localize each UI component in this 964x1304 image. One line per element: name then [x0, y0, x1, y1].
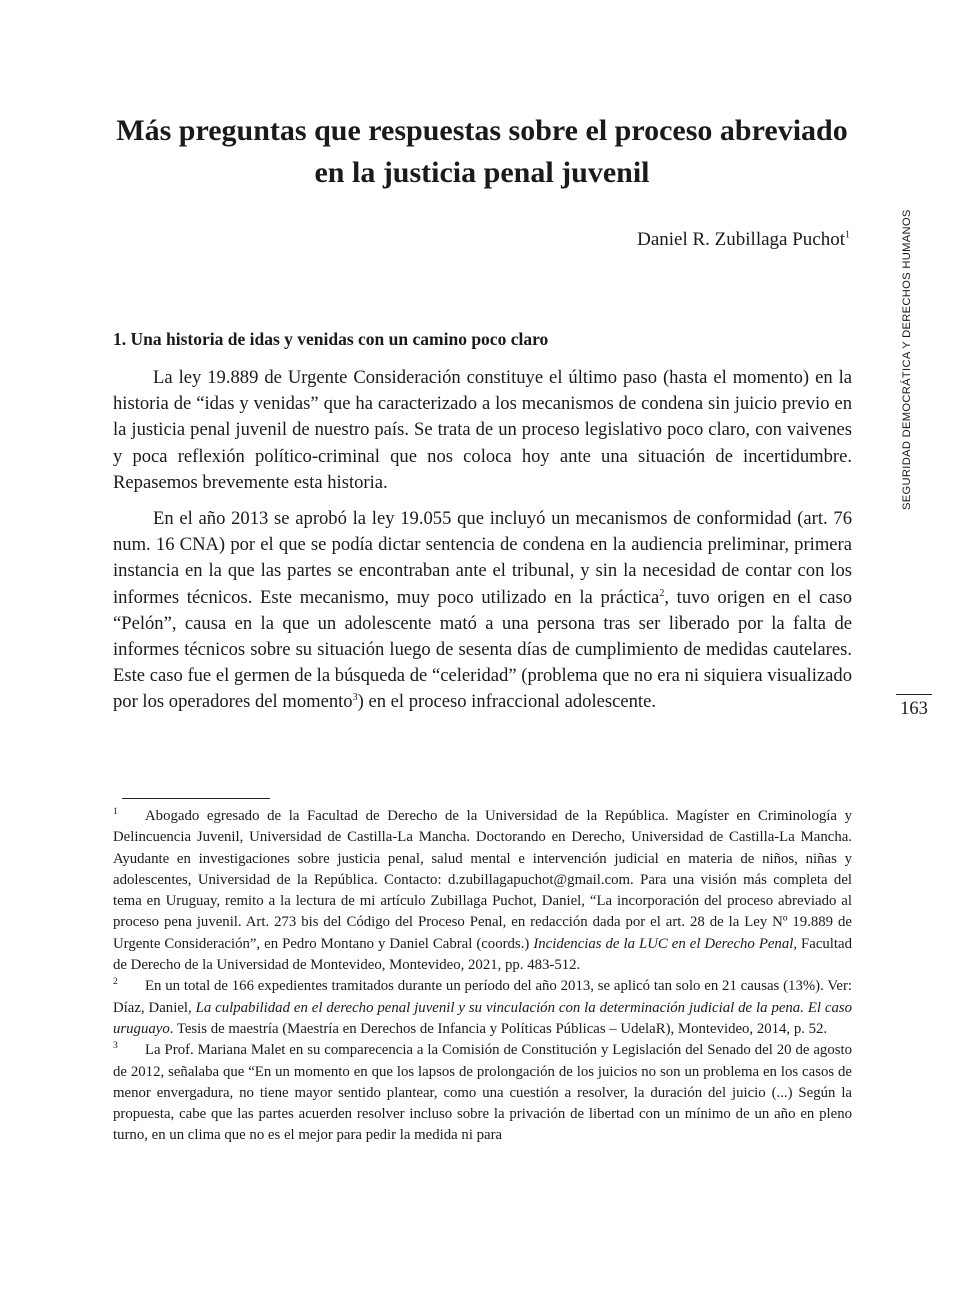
footnotes [113, 806, 852, 1147]
footnote-ref-3[interactable]: 3 [352, 692, 358, 704]
footnote-ref-1[interactable]: 1 [845, 229, 850, 241]
footnote-1-text-b: , Facultad de Derecho de la Universidad de Montevideo, Montevideo, 2021, pp. 483-512. [113, 935, 852, 974]
footnote-3-number: 3 [113, 1041, 118, 1052]
footnote-2-text-b: . Tesis de maestría (Maestría en Derechos de Infancia y Políticas Públicas – UdelaR), Montevideo, 2014, p. 52. [169, 1020, 828, 1037]
footnote-2-italic-title: La culpabilidad en el derecho penal juvenil y su vinculación con la determinación judicial de la pena. El caso uruguayo [113, 999, 853, 1037]
footnote-ref-2[interactable]: 2 [659, 587, 665, 599]
footnote-1-italic-title: Incidencias de la LUC en el Derecho Penal [533, 935, 794, 952]
paragraph-2-part-3: ) en el proceso infraccional adolescente. [357, 691, 656, 713]
footnote-1-text-a: Abogado egresado de la Facultad de Derecho de la Universidad de la República. Magíster en Criminología y Delincuencia Juvenil, Universidad de Castilla-La Mancha. Doctorando en Derecho, Universidad de Castilla-La Mancha. Ayudante en investigaciones sobre justicia penal, salud mental e intervención judicial en materia de niños, niñas y adolescentes, Universidad de la República. Contacto: d.zubillagapuchot@gmail.com. Para una visión más completa del tema en Uruguay, remito a la lectura de mi artículo Zubillaga Puchot, Daniel, “La incorporación del proceso abreviado al proceso pena juvenil. Art. 273 bis del Código del Proceso Penal, en redacción dada por el art. 28 de la Ley Nº 19.889 de Urgente Consideración”, en Pedro Montano y Daniel Cabral (coords.) [113, 808, 852, 952]
paragraph-2-part-2: , tuvo origen en el caso “Pelón”, causa en la que un adolescente mató a una persona tras ser liberado por la falta de informes técnicos sobre su situación luego de sesenta días de cumplimiento de medidas cautelares. Este caso fue el germen de la búsqueda de “celeridad” (problema que no era ni siquiera visualizado por los operadores del momento [113, 586, 852, 713]
main-text [113, 365, 852, 726]
footnote-2-text-a: En un total de 166 expedientes tramitados durante un período del año 2013, se aplicó tan solo en 21 causas (13%). Ver: Díaz, Daniel, [113, 978, 852, 1016]
page-number: 163 [896, 694, 932, 720]
footnote-3-text: La Prof. Mariana Malet en su comparecencia a la Comisión de Constitución y Legislación del Senado del 20 de agosto de 2012, señalaba que “En un momento en que los lapsos de prolongación de los juicios no son un problema en los casos de menor envergadura, no tiene mayor sentido plantear, como una cuestión a resolver, la duración del juicio (...) Según la propuesta, cabe que las partes acuerden resolver incluso sobre la privación de libertad con un mínimo de un año en pleno turno, en un clima que no es el mejor para pedir la medida ni para [113, 1042, 852, 1144]
footnote-1-number: 1 [113, 807, 118, 817]
footnote-2 [113, 976, 852, 1040]
author-line [637, 227, 850, 253]
section-heading: 1. Una historia de idas y venidas con un camino poco claro [113, 329, 549, 349]
footnote-2-text [113, 978, 852, 1037]
footnote-2-number: 2 [113, 977, 118, 988]
running-section-label: SEGURIDAD DEMOCRÁTICA Y DERECHOS HUMANOS [901, 209, 913, 510]
footnote-divider [122, 798, 270, 799]
footnote-1-text [113, 808, 852, 973]
page-title: Más preguntas que respuestas sobre el proceso abreviado en la justicia penal juvenil [116, 114, 848, 189]
paragraph-2 [113, 506, 852, 716]
footnote-1 [113, 806, 852, 976]
paragraph-1: La ley 19.889 de Urgente Consideración constituye el último paso (hasta el momento) en la historia de “idas y venidas” que ha caracterizado a los mecanismos de condena sin juicio previo en la justicia penal juvenil de nuestro país. Se trata de un proceso legislativo poco claro, con vaivenes y poca reflexión político-criminal que nos coloca hoy ante una situación de incertidumbre. Repasemos brevemente esta historia. [113, 367, 852, 493]
author-name: Daniel R. Zubillaga Puchot [637, 229, 845, 250]
footnote-3 [113, 1040, 852, 1146]
paragraph-2-part-1: En el año 2013 se aprobó la ley 19.055 que incluyó un mecanismos de conformidad (art. 76 num. 16 CNA) por el que se podía dictar sentencia de condena en la audiencia preliminar, primera instancia en la que las partes se encontraban ante el tribunal, y sin la necesidad de contar con los informes técnicos. Este mecanismo, muy poco utilizado en la práctica [113, 508, 852, 608]
